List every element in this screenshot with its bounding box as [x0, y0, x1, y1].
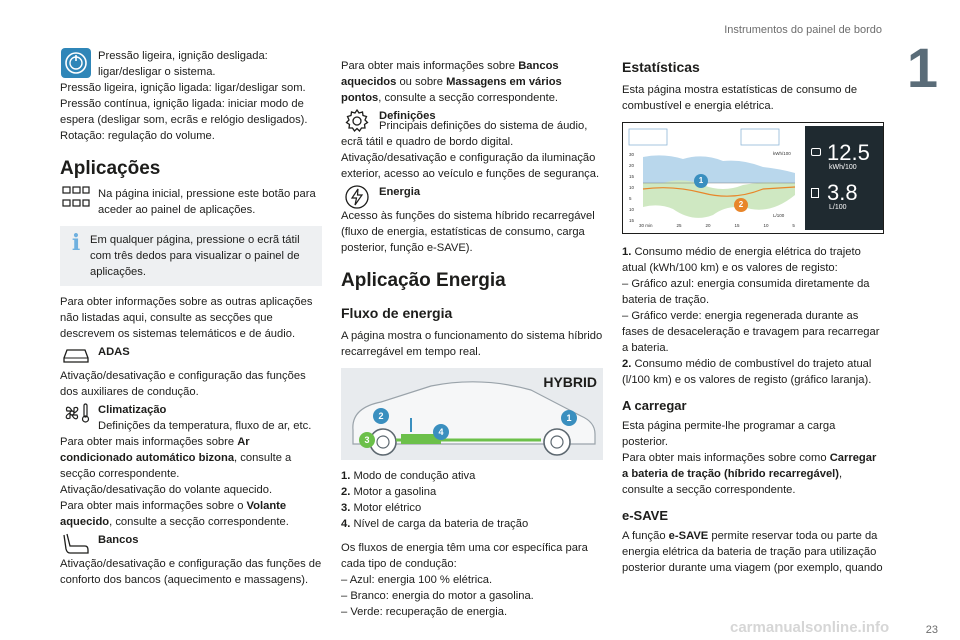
apps-intro-row — [60, 186, 322, 218]
watermark: carmanualsonline.info — [730, 619, 890, 636]
car-adas-icon — [60, 344, 92, 370]
seats-text: Ativação/desativação e configuração das funções de conforto dos bancos (aquecimento e massagens). — [60, 558, 322, 586]
item2-text: 2. Consumo médio de combustível do trajeto atual (l/100 km) e os valores de registo (gráfico laranja). — [622, 358, 872, 386]
stats-figure — [622, 122, 884, 234]
clim-text: Definições da temperatura, fluxo de ar, etc. — [98, 420, 312, 432]
flow-green: – Verde: recuperação de energia. — [341, 606, 508, 618]
fuel-value: 3.8 — [827, 180, 858, 205]
energy-row — [341, 184, 603, 210]
info-icon: i — [71, 230, 81, 256]
flow-text: A página mostra o funcionamento do sistema híbrido recarregável em tempo real. — [341, 330, 603, 358]
gear-icon — [341, 108, 373, 134]
seat-icon — [60, 532, 92, 558]
ignition-on-line: Pressão ligeira, ignição ligada: ligar/desligar som. — [60, 82, 306, 94]
column-2 — [341, 58, 603, 620]
graph-x-ticks: 30 min 25 20 15 10 5 — [639, 223, 795, 228]
flow-heading: Fluxo de energia — [341, 305, 453, 321]
stats-readout-panel — [805, 126, 883, 230]
page-number: 23 — [925, 624, 938, 636]
graph-unit-bottom: L/100 — [773, 213, 785, 218]
adas-title: ADAS — [98, 346, 130, 358]
adas-row — [60, 344, 322, 370]
column-3 — [622, 58, 884, 576]
adas-text: Ativação/desativação e configuração das funções dos auxiliares de condução. — [60, 370, 306, 398]
settings-title: Definições — [379, 110, 436, 122]
continuous-press-line: Pressão contínua, ignição ligada: iniciar modo de espera (desligar som, ecrãs e relógio desligados). — [60, 98, 308, 126]
lighting-text: Ativação/desativação e configuração da iluminação exterior, acesso ao veículo e funções de segurança. — [341, 152, 600, 180]
wheel-more-text: Para obter mais informações sobre o Volante aquecido, consulte a secção correspondente. — [60, 500, 289, 528]
electric-plug-icon — [811, 148, 821, 156]
flows-intro: Os fluxos de energia têm uma cor específica para cada tipo de condução: — [341, 542, 588, 570]
app-energy-heading: Aplicação Energia — [341, 270, 506, 291]
flow-legend-list — [341, 468, 603, 532]
column-1 — [60, 48, 322, 588]
esave-text: A função e-SAVE permite reservar toda ou parte da energia elétrica da bateria de tração para utilização posterior durante uma viagem (por exemplo, quando — [622, 530, 883, 574]
list-item: 3. Motor elétrico — [341, 502, 422, 514]
more-info-text: Para obter informações sobre as outras aplicações não listadas aqui, consulte as secções que descrevem os sistemas telemáticos e de áudio. — [60, 296, 313, 340]
settings-text: Principais definições do sistema de áudio, ecrã tátil e quadro de bordo digital. — [341, 120, 588, 148]
rotation-line: Rotação: regulação do volume. — [60, 130, 215, 142]
electric-unit: kWh/100 — [829, 164, 857, 171]
fan-temperature-icon — [60, 402, 92, 428]
info-box — [60, 226, 322, 286]
energy-text: Acesso às funções do sistema híbrido recarregável (fluxo de energia, estatísticas de consumo, carga posterior, função e-SAVE). — [341, 210, 595, 254]
charge-text: Esta página permite-lhe programar a carga posterior. — [622, 420, 836, 448]
chapter-number: 1 — [906, 36, 938, 99]
charge-more-text: Para obter mais informações sobre como Carregar a bateria de tração (híbrido recarregável), consulte a secção correspondente. — [622, 452, 877, 496]
list-item: 2. Motor a gasolina — [341, 486, 437, 498]
apps-grid-icon — [60, 186, 92, 212]
flow-blue: – Azul: energia 100 % elétrica. — [341, 574, 493, 586]
stats-heading: Estatísticas — [622, 59, 700, 75]
item1-text: 1. Consumo médio de energia elétrica do trajeto atual (kWh/100 km) e os valores de registo: — [622, 246, 861, 274]
hybrid-label: HYBRID — [543, 374, 597, 390]
hybrid-flow-illustration — [341, 368, 603, 460]
list-item: 4. Nível de carga da bateria de tração — [341, 518, 529, 530]
charge-heading: A carregar — [622, 398, 687, 413]
item1-green: – Gráfico verde: energia regenerada durante as fases de desaceleração e travagem para recarregar a bateria. — [622, 310, 880, 354]
clim-title: Climatização — [98, 404, 167, 416]
item1-blue: – Gráfico azul: energia consumida diretamente da bateria de tração. — [622, 278, 870, 306]
seats-more-text: Para obter mais informações sobre Bancos aquecidos ou sobre Massagens em vários pontos, consulte a secção correspondente. — [341, 60, 562, 104]
badge-2: 2 — [373, 408, 389, 424]
apps-heading: Aplicações — [60, 158, 161, 179]
energy-title: Energia — [379, 186, 421, 198]
fuel-pump-icon — [811, 188, 819, 198]
fuel-unit: L/100 — [829, 204, 847, 211]
badge-4: 4 — [433, 424, 449, 440]
graph-unit-top: kWh/100 — [773, 151, 791, 156]
wheel-text: Ativação/desativação do volante aquecido. — [60, 484, 273, 496]
clim-row — [60, 402, 322, 434]
graph-badge-2: 2 — [738, 200, 744, 209]
badge-1: 1 — [561, 410, 577, 426]
flow-white: – Branco: energia do motor a gasolina. — [341, 590, 534, 602]
stats-text: Esta página mostra estatísticas de consumo de combustível e energia elétrica. — [622, 84, 858, 112]
energy-icon — [341, 184, 373, 210]
power-button-text: Pressão ligeira, ignição desligada: ligar/desligar o sistema. — [98, 50, 268, 78]
power-button-icon — [60, 48, 92, 74]
seats-title: Bancos — [98, 534, 139, 546]
clim-more-text: Para obter mais informações sobre Ar condicionado automático bizona, consulte a secção correspondente. — [60, 436, 292, 480]
seats-row — [60, 532, 322, 558]
esave-heading: e-SAVE — [622, 508, 668, 523]
apps-intro-text: Na página inicial, pressione este botão para aceder ao painel de aplicações. — [98, 188, 316, 216]
info-text: Em qualquer página, pressione o ecrã tátil com três dedos para visualizar o painel de aplicações. — [90, 234, 300, 278]
badge-3: 3 — [359, 432, 375, 448]
power-button-row — [60, 48, 322, 80]
section-title: Instrumentos do painel de bordo — [724, 24, 882, 36]
list-item: 1. Modo de condução ativa — [341, 470, 476, 482]
electric-value: 12.5 — [827, 140, 870, 165]
graph-badge-1: 1 — [698, 176, 704, 185]
graph-y-ticks: 30 20 15 10 5 10 15 — [629, 152, 635, 223]
